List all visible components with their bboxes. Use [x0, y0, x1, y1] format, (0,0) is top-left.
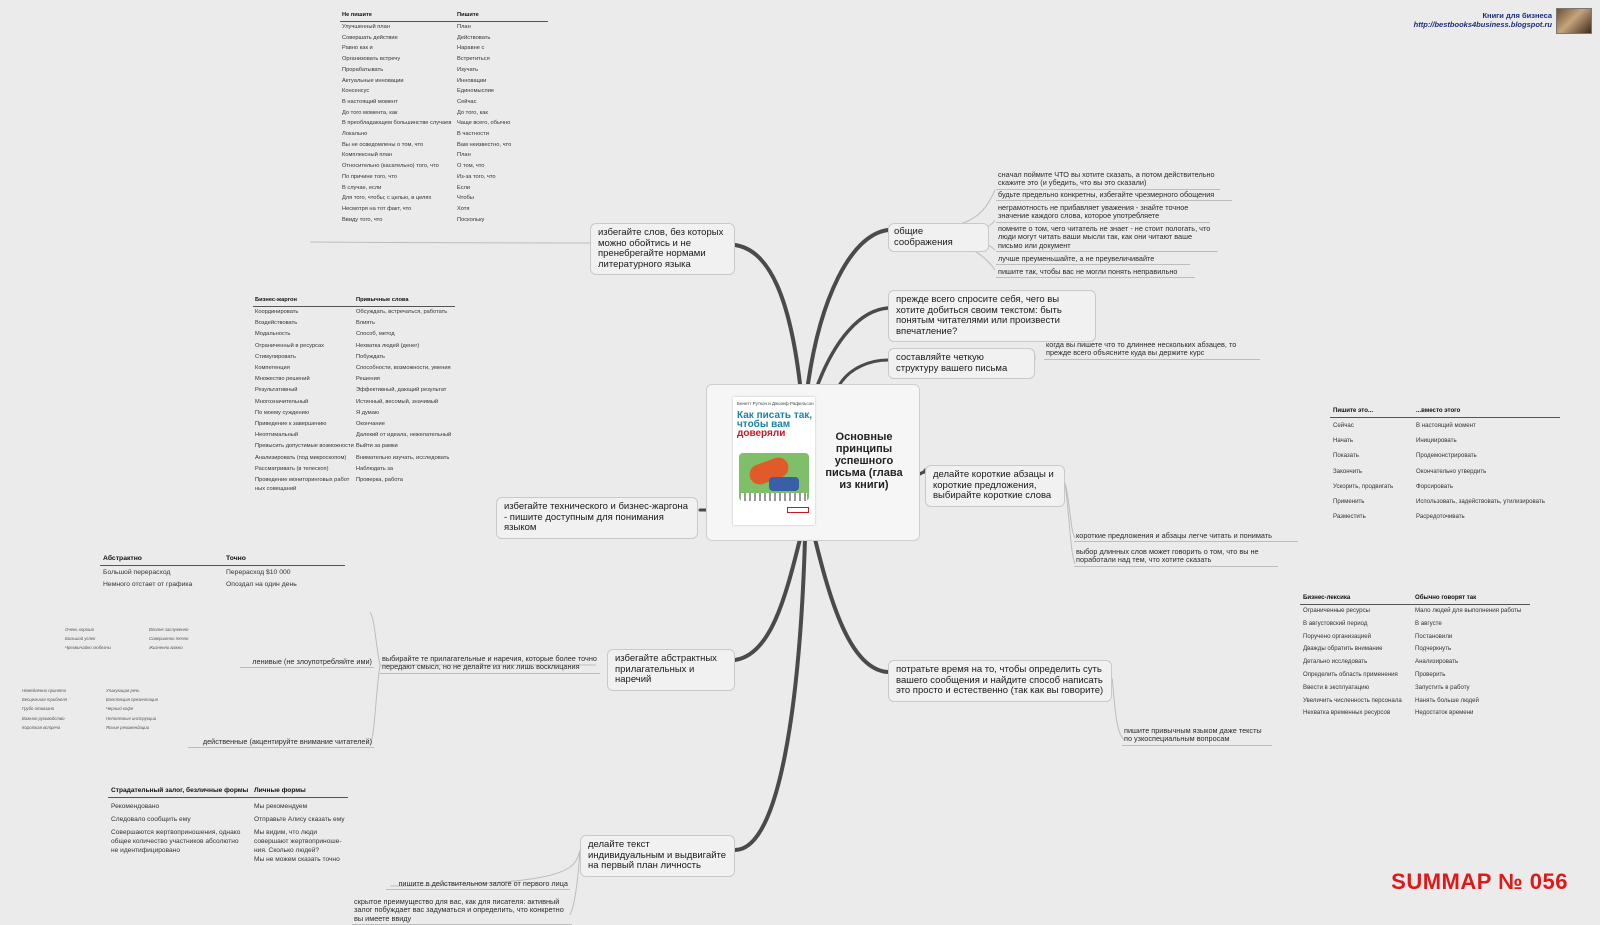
table-cell: Действовать [457, 34, 491, 41]
table-column [255, 307, 354, 492]
short-note-1[interactable]: короткие предложения и абзацы легче читать и понимать [1074, 532, 1298, 542]
table-passive [108, 785, 348, 868]
table-cell: Эффективный, дающий результат [356, 387, 447, 394]
table-cell: План [457, 152, 471, 159]
table-cell: Решения [356, 376, 380, 383]
table-body [100, 566, 345, 592]
abstract-sub-active[interactable]: действенные (акцентируйте внимание читателей) [188, 738, 374, 748]
table-header [253, 295, 455, 307]
general-item-2[interactable]: будьте предельно конкретны, избегайте чрезмерного обощения [996, 191, 1232, 201]
table-cell: Организовать встречу [342, 56, 401, 63]
col-header: Пишите [457, 12, 479, 18]
individual-note-2[interactable]: скрытое преимущество для вас, как для писателя: активный залог побуждает вас задуматься и определить, что конкретно вы имеете ввиду [352, 898, 572, 925]
table-cell: Координировать [255, 309, 299, 315]
col-header: Не пишите [342, 12, 372, 18]
table-cell: Обсуждать, встречаться, работать [356, 309, 448, 315]
table-cell: Сейчас [457, 98, 477, 105]
table-cell: Мы рекомендуем [254, 803, 308, 810]
general-item-5[interactable]: лучше преуменьшайте, а не преувеличивайте [996, 255, 1190, 265]
table-cell: Истинный, весомый, значимый [356, 398, 439, 405]
table-cell: Детально исследовать [1303, 658, 1368, 666]
table-cell: Консенсус [342, 88, 370, 95]
table-cell: Следовало сообщить ему [111, 816, 191, 823]
table-cell: Встретиться [457, 56, 490, 63]
table-cell: Для того, чтобы; с целью, в целях [342, 195, 432, 202]
table-body [1330, 418, 1560, 526]
abstract-note[interactable]: выбирайте те прилагательные и наречия, которые более точно передают смысл, но не делайте из них лишь восклицания [380, 655, 600, 674]
table-cell: Из-за того, что [457, 173, 496, 180]
table-cell: Несмотря на тот факт, что [342, 205, 412, 212]
table-header [1300, 592, 1530, 605]
branch-avoid-words[interactable]: избегайте слов, без которых можно обойтись и не пренебрегайте нормами литературного языка [590, 223, 735, 275]
individual-note-1[interactable]: пишите в действительном залоге от первого лица [386, 880, 570, 890]
table-cell: Изучать [457, 66, 479, 73]
col-header: Бизнес-лексика [1303, 594, 1351, 601]
book-title-line1: Как писать так, [737, 410, 813, 421]
table-cell: Выйти за рамки [356, 443, 398, 450]
branch-ask[interactable]: прежде всего спросите себя, чего вы хотите добиться своим текстом: быть понятым читателями или произвести впечатление? [888, 290, 1096, 342]
col-header: Бизнес-жаргон [255, 297, 297, 303]
table-column [103, 567, 192, 591]
table-cell: Опоздал на один день [226, 581, 297, 588]
table-body [108, 798, 348, 868]
table-cell: По моему суждению [255, 409, 310, 416]
central-topic[interactable] [706, 384, 920, 541]
word-item: Очень хорошо [65, 627, 94, 632]
table-column [226, 567, 297, 591]
table-cell: Окончание [356, 421, 385, 428]
table-cell: В настоящий момент [342, 98, 398, 105]
table-cell: Большой перерасход [103, 569, 171, 576]
table-cell: Продемонстрировать [1416, 452, 1477, 460]
table-cell: Применить [1333, 498, 1365, 506]
table-column [342, 22, 451, 225]
table-cell: Мы не можем сказать точно [254, 856, 340, 863]
active-words-col [106, 686, 158, 732]
lazy-words-col [149, 625, 188, 653]
table-cell: Множество решений [255, 376, 310, 383]
table-cell: Актуальные инновации [342, 77, 404, 84]
branch-jargon[interactable]: избегайте технического и бизнес-жаргона - пишите доступным для понимания языком [496, 497, 698, 539]
table-header [1330, 405, 1560, 418]
col-header: Точно [226, 555, 246, 562]
essence-note[interactable]: пишите привычным языком даже тексты по узкоспециальным вопросам [1122, 727, 1272, 746]
table-cell: Чаще всего, обычно [457, 120, 511, 127]
table-column [1303, 605, 1402, 720]
table-cell: Поскольку [457, 216, 485, 223]
table-cell: Рекомендовано [111, 803, 160, 810]
table-cell: Воздействовать [255, 320, 298, 327]
table-cell: Ограниченный в ресурсах [255, 342, 324, 349]
table-cell: Ввиду того, что [342, 216, 383, 223]
table-cell: ния. Сколько людей? [254, 847, 320, 854]
book-cover [733, 397, 815, 525]
word-item: Немедленно принято [22, 688, 66, 693]
table-cell: Превысить допустимые возможности [255, 443, 354, 450]
table-cell: Ограниченные ресурсы [1303, 607, 1370, 614]
table-lexicon [1300, 592, 1530, 723]
table-cell: В августе [1415, 619, 1442, 627]
table-cell: Подчеркнуть [1415, 645, 1452, 653]
table-cell: Единомыслие [457, 88, 495, 95]
table-cell: Нехватка людей (денег) [356, 342, 420, 349]
table-cell: Анализировать [1415, 658, 1459, 666]
summap-badge: SUMMAP № 056 [1391, 869, 1568, 894]
table-cell: Использовать, задействовать, утилизировать [1416, 498, 1545, 506]
table-cell: Нехватка временных ресурсов [1303, 709, 1391, 717]
table-cell: Модальность [255, 331, 291, 338]
table-cell: Рассматривать (в телескоп) [255, 465, 329, 472]
word-item: Упакующая речь [106, 688, 140, 693]
table-cell: Мало людей для выполнения работы [1415, 607, 1522, 614]
word-item: Важное руководство [22, 715, 65, 721]
table-cell: Улучшенный план [342, 24, 390, 30]
publisher-logo [787, 507, 809, 513]
col-header: ...вместо этого [1416, 407, 1461, 414]
word-item: Жизненно важно [149, 645, 183, 651]
table-cell: Влиять [356, 320, 375, 327]
table-cell: Ввести в эксплуатацию [1303, 683, 1370, 691]
table-cell: Вам неизвестно, что [457, 141, 512, 148]
word-item: Короткая встреча [22, 724, 61, 730]
table-cell: Запустить в работу [1415, 683, 1470, 691]
word-item: Вполне заслуженно [149, 627, 189, 632]
table-cell: О том, что [457, 163, 485, 170]
col-header: Абстрактно [103, 555, 142, 562]
table-cell: В настоящий момент [1416, 422, 1476, 429]
active-words-col [22, 686, 67, 732]
table-cell: Чтобы [457, 195, 474, 202]
book-title-line2: чтобы вам [737, 419, 791, 430]
word-item: Грубо отвазано [22, 706, 55, 712]
table-cell: Побуждать [356, 353, 386, 360]
table-cell: Проверить [1415, 670, 1446, 678]
table-jargon [253, 295, 455, 497]
table-cell: Вы не осведомлены о том, что [342, 141, 424, 148]
table-body [340, 22, 548, 232]
table-cell: Совершаются жертвоприношения, однако [111, 829, 241, 836]
table-body [1300, 605, 1530, 723]
central-topic-title: Основные принципы успешного письма (глава из книги) [825, 431, 903, 491]
table-short-words [1330, 405, 1560, 526]
table-cell: Показать [1333, 452, 1359, 460]
general-item-3[interactable]: неграмотность не прибавляет уважения - знайте точное значение каждого слова, которое употребляете [996, 204, 1210, 223]
table-cell: Перерасход $10 000 [226, 569, 291, 576]
branch-general[interactable]: общие соображения [888, 223, 989, 252]
branch-essence[interactable]: потратьте время на то, чтобы определить суть вашего сообщения и найдите способ написать это просто и естественно (так как вы говорите) [888, 660, 1112, 702]
table-cell: Далекий от идеала, нежелательный [356, 432, 452, 439]
col-header: Личные формы [254, 787, 306, 794]
table-body [253, 307, 455, 497]
col-header: Пишите это... [1333, 407, 1374, 414]
table-cell: Сейчас [1333, 422, 1354, 429]
general-item-6[interactable]: пишите так, чтобы вас не могли понять неправильно [996, 268, 1195, 278]
table-header [100, 553, 345, 566]
table-cell: Поручено организацией [1303, 632, 1372, 640]
word-item: Чрезвычайно любезны [65, 645, 111, 651]
lazy-words-col [65, 625, 111, 653]
table-abstract [100, 553, 345, 592]
table-cell: В частности [457, 131, 489, 138]
table-column [1416, 418, 1545, 524]
structure-note[interactable]: когда вы пишете что то длиннее нескольких абзацев, то прежде всего объясните куда вы держите курс [1044, 341, 1260, 360]
col-header: Обычно говорят так [1415, 594, 1477, 601]
book-illustration [739, 453, 809, 501]
table-cell: Окончательно утвердить [1416, 467, 1487, 475]
table-cell: Мы видим, что люди [254, 829, 318, 836]
table-cell: Отправьте Алису сказать ему [254, 816, 345, 823]
table-cell: Проверка, работа [356, 477, 403, 484]
table-cell: ных совещаний [255, 486, 297, 493]
branch-abstract[interactable]: избегайте абстрактных прилагательных и наречий [607, 649, 735, 691]
table-cell: Расредоточивать [1416, 513, 1465, 521]
table-cell: Закончить [1333, 467, 1363, 475]
brand-logo [1556, 8, 1592, 34]
table-column [457, 22, 511, 225]
table-cell: По причине того, что [342, 173, 397, 180]
table-cell: Стимулировать [255, 353, 296, 360]
table-column [111, 800, 240, 855]
table-cell: общее количество участников абсолютно [111, 838, 239, 845]
general-item-4[interactable]: помните о том, чего читатель не знает - не стоит пологать, что люди могут читать ваши мысли так, как они читают ваше письмо или документ [996, 225, 1218, 252]
table-cell: Ускорить, продвигать [1333, 482, 1394, 490]
table-column [254, 800, 345, 864]
book-authors: Бенетт Руткон и Джозеф Рафельсон [737, 401, 814, 406]
word-item: Совершенно точно [149, 636, 189, 642]
table-cell: Форсировать [1416, 482, 1454, 490]
word-item: Большой успех [65, 636, 96, 642]
table-cell: До того, как [457, 109, 488, 116]
table-cell: План [457, 24, 471, 30]
table-cell: Наравне с [457, 45, 485, 52]
table-cell: Наблюдать за [356, 465, 394, 472]
table-cell: Прорабатывать [342, 66, 384, 73]
table-cell: Равно как и [342, 45, 373, 52]
table-cell: В августовский период [1303, 619, 1368, 627]
table-cell: Комплексный план [342, 152, 393, 159]
table-cell: Неоптимальный [255, 432, 299, 439]
book-title-line3: доверяли [737, 428, 786, 439]
table-cell: Инновации [457, 77, 487, 84]
table-column [356, 307, 451, 486]
brand-url[interactable]: http://bestbooks4business.blogspot.ru [1413, 19, 1552, 29]
table-cell: Увеличить численность персонала [1303, 696, 1402, 704]
table-column [1333, 418, 1393, 524]
table-cell: Относительно (касательно) того, что [342, 163, 439, 170]
table-cell: Инициировать [1416, 437, 1457, 445]
table-column [1415, 605, 1521, 720]
table-cell: Дважды обратить внимание [1303, 645, 1383, 653]
table-cell: Начать [1333, 437, 1354, 445]
table-cell: Немного отстает от графика [103, 581, 193, 588]
general-item-1[interactable]: сначал поймите ЧТО вы хотите сказать, а потом действительно скажите это (и убедить, что вы это сказали) [996, 171, 1220, 190]
word-item: Черный кофе [106, 706, 134, 712]
word-item: Неполезные инструкции [106, 715, 157, 721]
table-cell: Способ, метод [356, 331, 395, 338]
table-header [340, 10, 548, 22]
table-cell: Результативный [255, 387, 298, 394]
book-title [737, 411, 817, 438]
table-cell: Нанять больше людей [1415, 696, 1479, 704]
brand-name: Книги для бизнеса [1482, 11, 1552, 20]
col-header: Страдательный залог, безличные формы [111, 787, 249, 794]
table-cell: В случае, если [342, 184, 382, 191]
table-cell: Проведение мониторинговых работ [255, 477, 350, 484]
table-cell: В преобладающем большинстве случаев [342, 120, 452, 127]
short-note-2[interactable]: выбор длинных слов может говорить о том, что вы не поработали над тем, что хотите сказать [1074, 548, 1278, 567]
word-item: Ясные рекомендации [106, 724, 150, 730]
table-cell: Совершать действие [342, 34, 398, 41]
table-cell: Если [457, 184, 471, 191]
table-cell: До того момента, как [342, 109, 398, 116]
table-cell: совершают жертвоприноше- [254, 838, 342, 845]
table-cell: Определить область применения [1303, 670, 1398, 678]
table-cell: Приведение к завершению [255, 421, 327, 428]
brand-block [1414, 12, 1552, 29]
branch-individual[interactable]: делайте текст индивидуальным и выдвигайте на первый план личность [580, 835, 735, 877]
table-cell: Локально [342, 131, 368, 138]
table-cell: Я думаю [356, 409, 380, 416]
word-item: Бесцельная трибнеля [22, 697, 67, 703]
table-cell: Анализировать (под микроскопом) [255, 454, 347, 461]
branch-structure[interactable]: составляйте четкую структуру вашего письма [888, 348, 1035, 379]
table-cell: Способности, возможности, умения [356, 365, 451, 372]
table-cell: не идентифицировано [111, 847, 180, 854]
table-words [340, 10, 548, 232]
table-cell: Внимательно изучать, исследовать [356, 454, 450, 461]
table-cell: Многозначительный [255, 398, 309, 405]
table-cell: Недостаток времени [1415, 709, 1474, 717]
col-header: Привычные слова [356, 297, 409, 303]
table-header [108, 785, 348, 798]
table-cell: Компетенция [255, 365, 290, 372]
table-cell: Разместить [1333, 513, 1366, 521]
branch-short[interactable]: делайте короткие абзацы и короткие предложения, выбирайте короткие слова [925, 465, 1065, 507]
table-cell: Хотя [457, 205, 470, 212]
abstract-sub-lazy[interactable]: ленивые (не злоупотребляйте ими) [240, 658, 374, 668]
word-item: Блестящая презентация [106, 697, 158, 703]
table-cell: Постановили [1415, 632, 1453, 640]
